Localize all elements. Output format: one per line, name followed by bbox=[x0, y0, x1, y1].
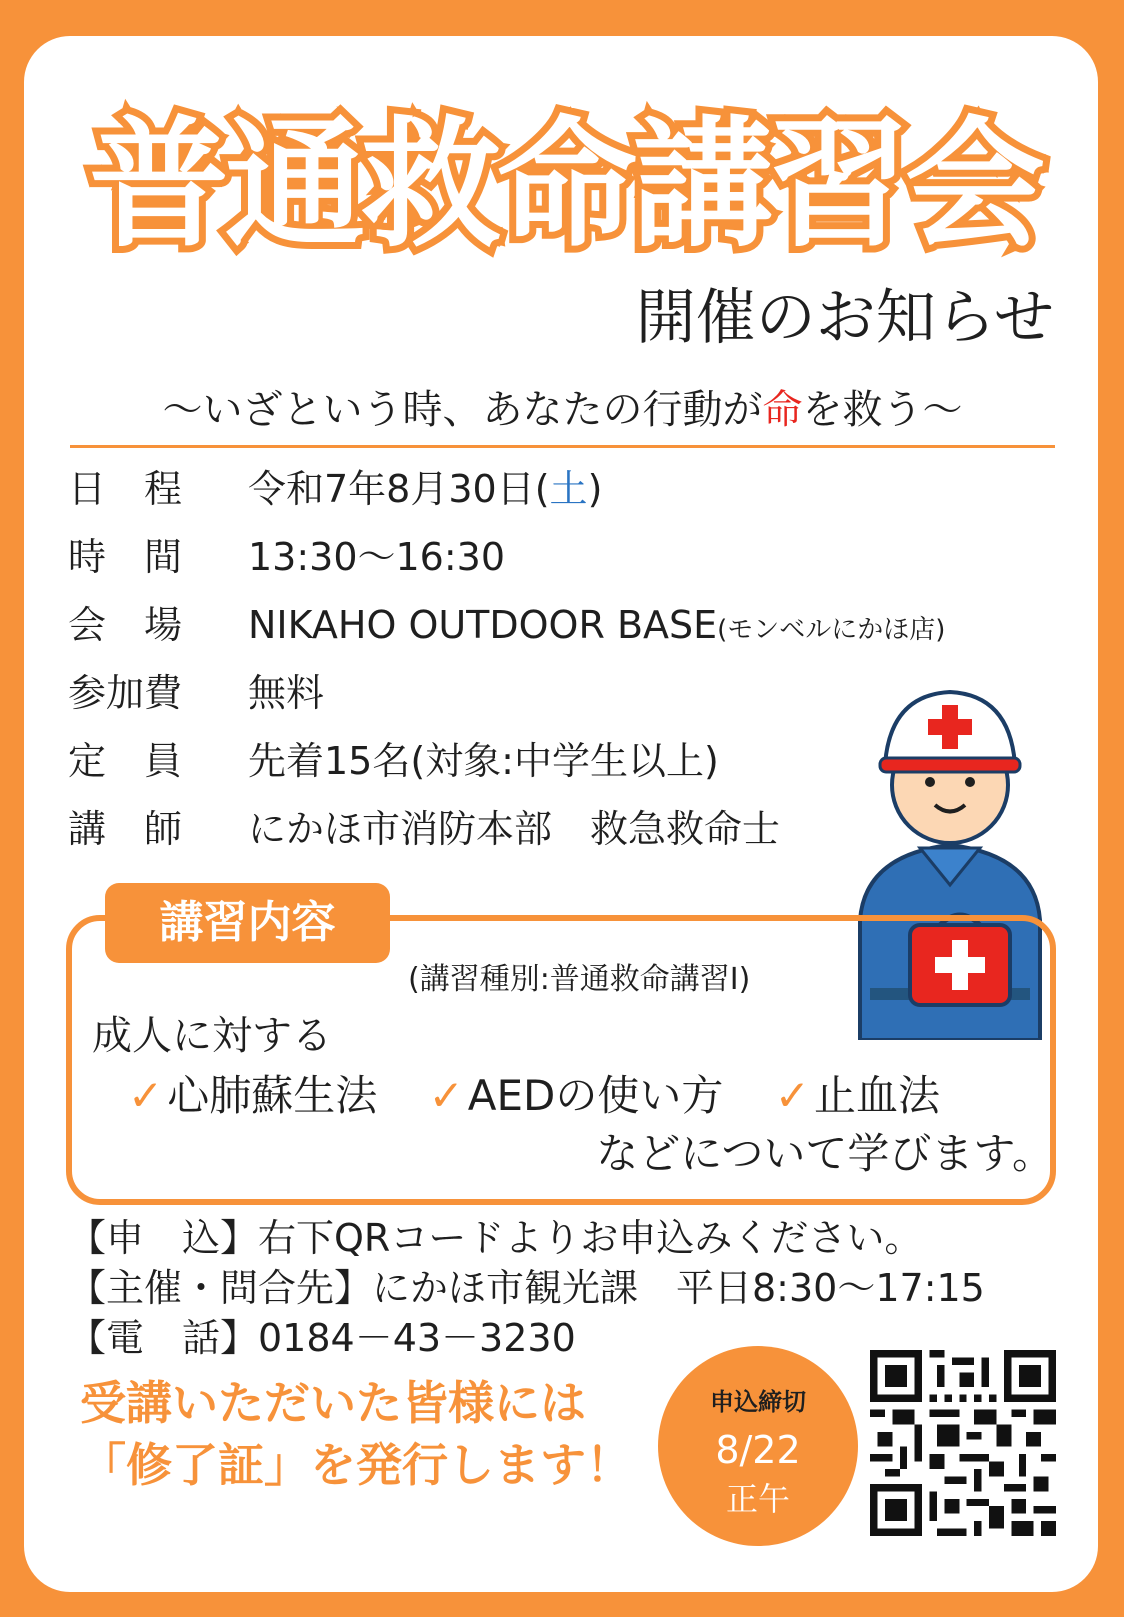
capacity-value: 先着15名(対象:中学生以上) bbox=[248, 739, 719, 783]
time-value: 13:30～16:30 bbox=[248, 535, 506, 579]
detail-row-venue bbox=[68, 600, 946, 650]
venue-name: NIKAHO OUTDOOR BASE bbox=[248, 603, 718, 647]
qr-code-icon[interactable] bbox=[870, 1350, 1056, 1536]
date-main: 令和7年8月30日( bbox=[248, 467, 550, 511]
tagline-before: ～いざという時、あなたの行動が bbox=[162, 387, 763, 433]
course-heading: 講習内容 bbox=[105, 883, 390, 963]
detail-row-date bbox=[68, 464, 603, 514]
course-item-label: 止血法 bbox=[813, 1071, 940, 1120]
course-note: (講習種別:普通救命講習Ⅰ) bbox=[408, 962, 751, 997]
date-day: 土 bbox=[549, 467, 588, 511]
date-value bbox=[248, 464, 602, 514]
certificate-line-1: 受講いただいた皆様には bbox=[80, 1376, 586, 1430]
certificate-line-2: 「修了証」を発行します！ bbox=[80, 1438, 632, 1492]
course-item-label: 心肺蘇生法 bbox=[167, 1071, 378, 1120]
detail-row-capacity bbox=[68, 736, 719, 786]
venue-label: 会 場 bbox=[68, 603, 183, 647]
check-icon: ✓ bbox=[774, 1071, 810, 1120]
course-items bbox=[128, 1066, 978, 1126]
tagline-after: を救う～ bbox=[802, 387, 963, 433]
info-organizer: 【主催・問合先】にかほ市観光課 平日8:30～17:15 bbox=[68, 1266, 985, 1310]
page-title: 普通救命講習会 bbox=[88, 104, 1041, 267]
venue-value bbox=[248, 600, 945, 655]
page-subtitle: 開催のお知らせ bbox=[635, 283, 1054, 353]
fee-label: 参加費 bbox=[68, 671, 183, 715]
course-item bbox=[775, 1071, 940, 1120]
tagline-divider bbox=[70, 445, 1055, 448]
check-icon: ✓ bbox=[128, 1071, 164, 1120]
venue-note: (モンベルにかほ店) bbox=[717, 615, 946, 645]
deadline-badge bbox=[658, 1346, 858, 1546]
instructor-label: 講 師 bbox=[68, 807, 183, 851]
instructor-value: にかほ市消防本部 救急救命士 bbox=[248, 807, 781, 851]
course-lead: 成人に対する bbox=[92, 1013, 332, 1059]
info-phone: 【電 話】0184－43－3230 bbox=[68, 1316, 576, 1360]
course-item-label: AEDの使い方 bbox=[467, 1071, 724, 1120]
detail-row-time bbox=[68, 532, 506, 582]
deadline-date: 8/22 bbox=[715, 1428, 801, 1472]
date-label: 日 程 bbox=[68, 467, 183, 511]
info-apply: 【申 込】右下QRコードよりお申込みください。 bbox=[68, 1216, 923, 1260]
course-item bbox=[128, 1071, 377, 1120]
tagline bbox=[70, 382, 1055, 438]
capacity-label: 定 員 bbox=[68, 739, 183, 783]
fee-value: 無料 bbox=[248, 671, 325, 715]
detail-row-fee bbox=[68, 668, 325, 718]
course-tail: などについて学びます。 bbox=[596, 1129, 1054, 1178]
deadline-title: 申込締切 bbox=[710, 1388, 806, 1416]
date-close: ) bbox=[587, 467, 603, 511]
tagline-emphasis: 命 bbox=[762, 387, 803, 433]
time-label: 時 間 bbox=[68, 535, 183, 579]
detail-row-instructor bbox=[68, 804, 781, 854]
course-item bbox=[429, 1071, 724, 1120]
deadline-time: 正午 bbox=[725, 1480, 790, 1518]
check-icon: ✓ bbox=[428, 1071, 464, 1120]
